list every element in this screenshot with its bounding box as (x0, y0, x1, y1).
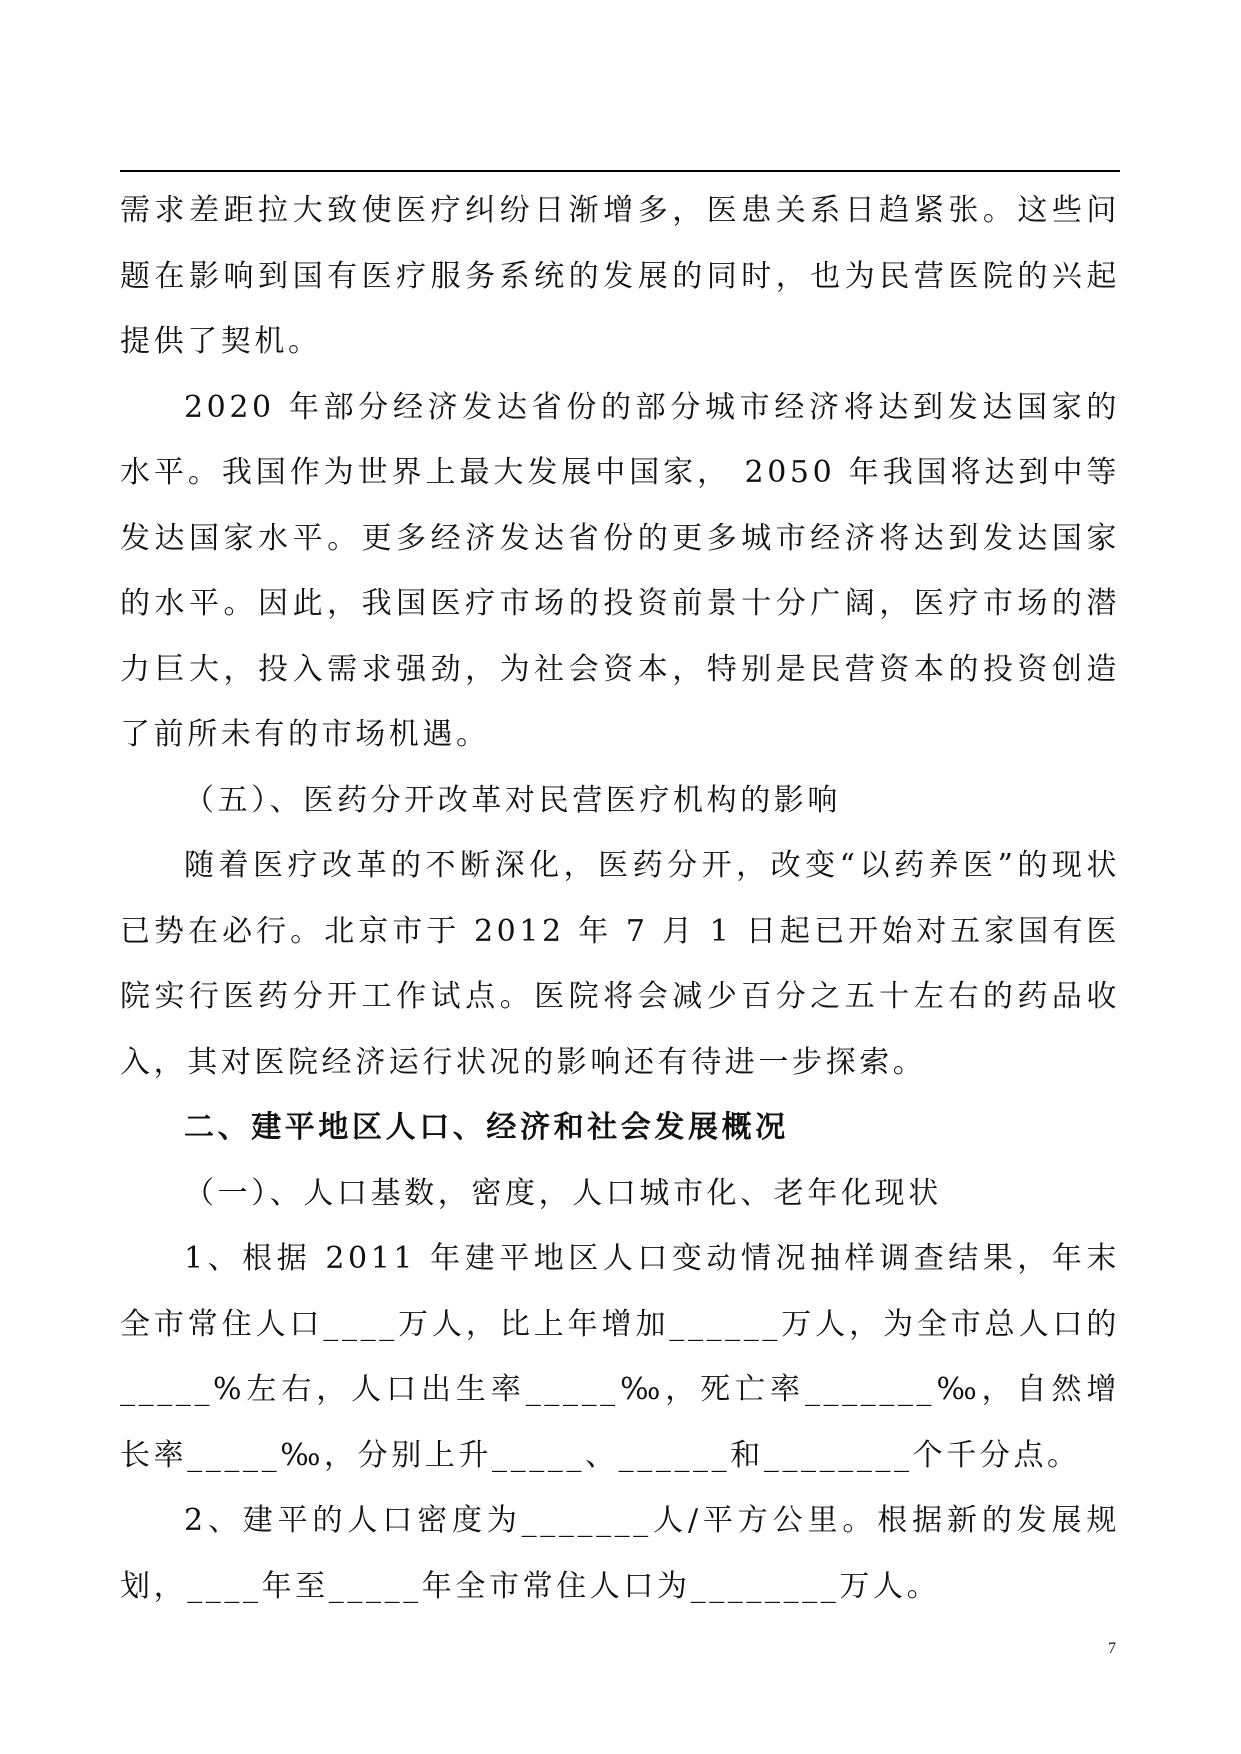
paragraph-2: 2020 年部分经济发达省份的部分城市经济将达到发达国家的水平。我国作为世界上最大发展中国家， 2050 年我国将达到中等发达国家水平。更多经济发达省份的更多城市经济将达到发达国家的水平。因此，我国医疗市场的投资前景十分广阔，医疗市场的潜力巨大，投入需求强劲，为社会资本，特别是民营资本的投资创造了前所未有的市场机遇。 (120, 389, 1120, 752)
paragraph-4: 1、根据 2011 年建平地区人口变动情况抽样调查结果，年末全市常住人口____万人，比上年增加______万人，为全市总人口的_____%左右，人口出生率_____‰，死亡率_______‰，自然增长率_____‰，分别上升_____、______和________个千分点。 (120, 1241, 1120, 1473)
section-heading-5: （五）、医药分开改革对民营医疗机构的影响 (184, 782, 841, 818)
document-body (120, 178, 1120, 1619)
page-number: 7 (1108, 1640, 1116, 1657)
paragraph-5: 2、建平的人口密度为_______人/平方公里。根据新的发展规划，____年至_____年全市常住人口为________万人。 (120, 1503, 1120, 1604)
section-heading-1: （一）、人口基数，密度，人口城市化、老年化现状 (184, 1175, 942, 1211)
header-rule (120, 170, 1120, 172)
chapter-heading-2: 二、建平地区人口、经济和社会发展概况 (184, 1110, 789, 1145)
paragraph-1: 需求差距拉大致使医疗纠纷日渐增多，医患关系日趋紧张。这些问题在影响到国有医疗服务系统的发展的同时，也为民营医院的兴起提供了契机。 (120, 193, 1120, 359)
paragraph-3: 随着医疗改革的不断深化，医药分开，改变“以药养医”的现状已势在必行。北京市于 2012 年 7 月 1 日起已开始对五家国有医院实行医药分开工作试点。医院将会减少百分之五十左右的药品收入，其对医院经济运行状况的影响还有待进一步探索。 (120, 848, 1120, 1080)
